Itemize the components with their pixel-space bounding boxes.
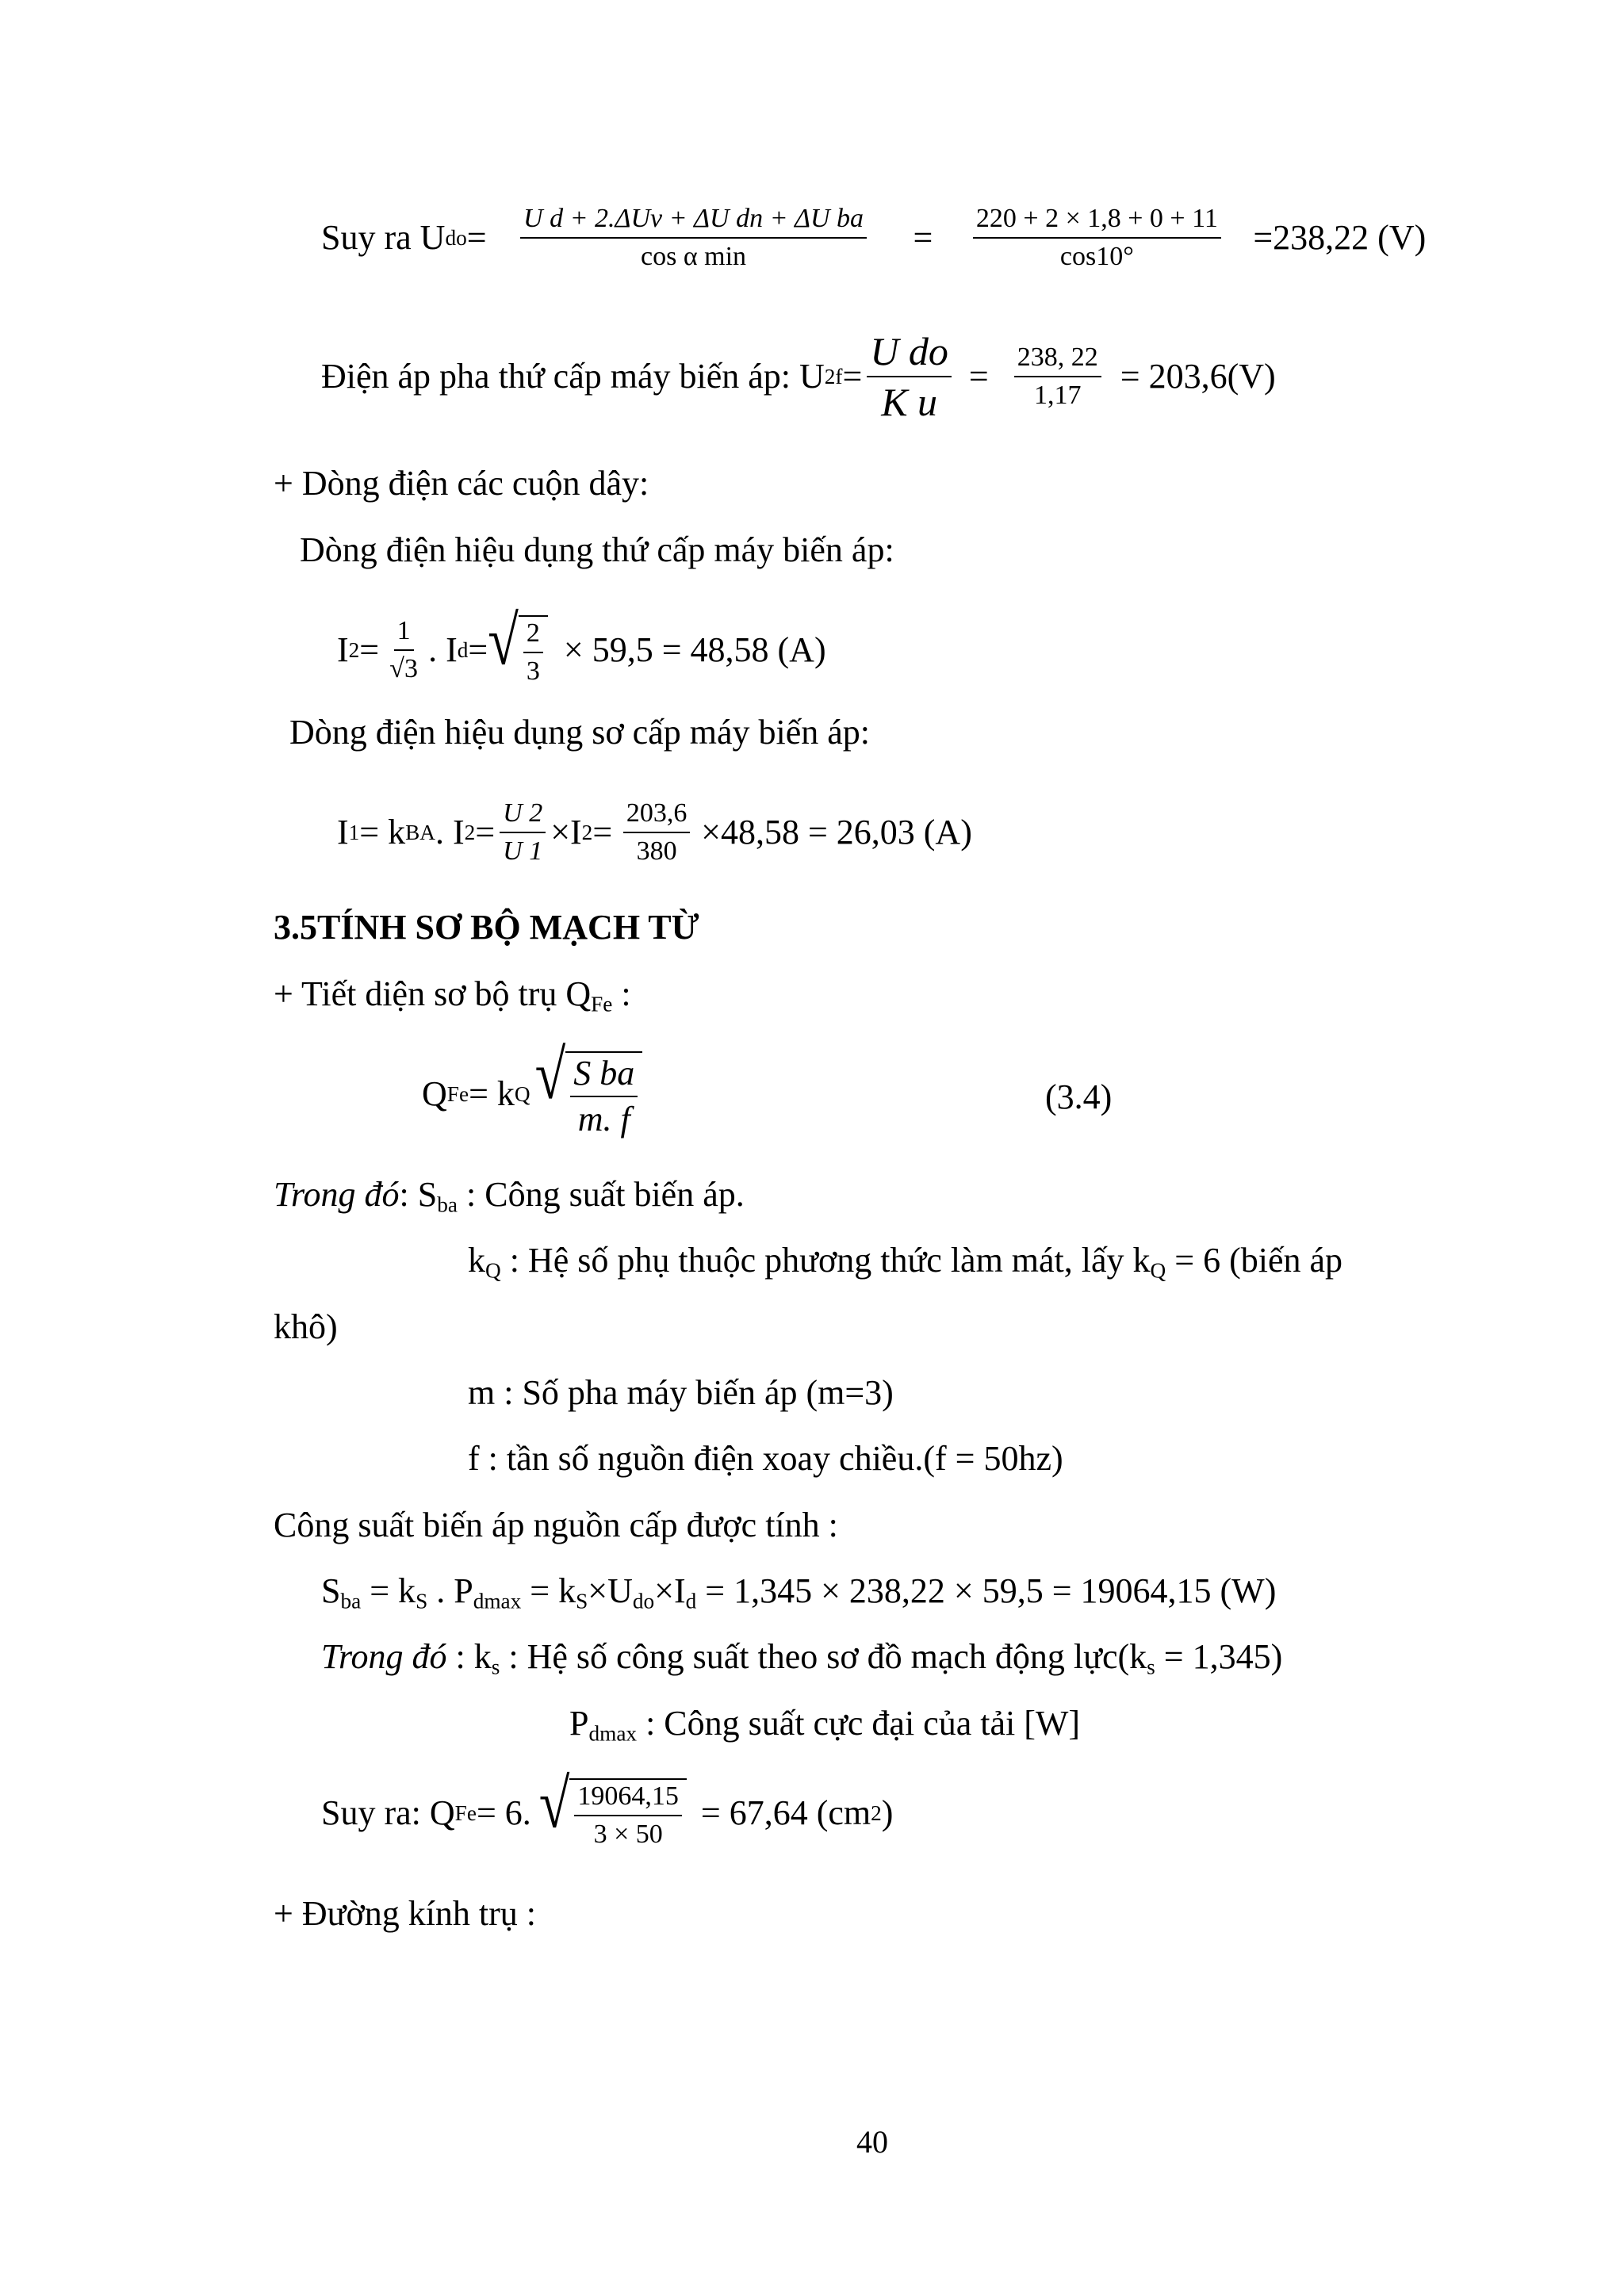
- kq-sub2: Q: [1150, 1258, 1166, 1283]
- i2-eq2: =: [468, 630, 488, 669]
- qfe-sqrt: [534, 1036, 643, 1138]
- power-caption: Công suất biến áp nguồn cấp được tính :: [274, 1506, 838, 1544]
- page-number: 40: [856, 2124, 888, 2160]
- u2f-denominator-values: 1,17: [1034, 381, 1082, 410]
- qfe-lhs: Q: [422, 1074, 447, 1113]
- section-heading: 3.5TÍNH SƠ BỘ MẠCH TỪ: [274, 908, 699, 947]
- equation-udo: Suy ra U do = $\frac{\text{U d + 2.ΔUv + ΔU dn + ΔU ba}}{\text{cos α min}}$ = $\frac{220 + 2 \times 1,8 + 0 + 11}{\cos 10^\circ}$ =238,22 (V): [321, 204, 1427, 271]
- i2-root-numerator: 2: [523, 620, 543, 653]
- qfe-result-mid: = 6.: [476, 1793, 531, 1832]
- i1-i2: . I: [435, 813, 465, 851]
- qfe-result-value: = 67,64 (cm: [700, 1793, 871, 1832]
- sba-f-sub: d: [685, 1589, 697, 1613]
- i1-denominator-values: 380: [636, 836, 677, 866]
- pdmax-sub: dmax: [588, 1721, 638, 1746]
- i1-numerator: U 2: [500, 800, 546, 833]
- primary-current-caption: Dòng điện hiệu dụng sơ cấp máy biến áp:: [289, 713, 870, 752]
- i2-fraction: [384, 618, 423, 683]
- equation-i1: I 1 = k BA . I 2 = $\frac{U 2}{U 1}$ ×I 2 = $\frac{203,6}{380}$ ×48,58 = 26,03 (A): [337, 798, 972, 866]
- qfe-fraction: [570, 1056, 638, 1137]
- udo-numerator: U d + 2.ΔUv + ΔU dn + ΔU ba: [520, 205, 867, 239]
- sba-c: . P: [427, 1571, 473, 1610]
- where-m: m : Số pha máy biến áp (m=3): [468, 1373, 894, 1412]
- i2-result: × 59,5 = 48,58 (A): [563, 630, 826, 669]
- qfe-sqrt-content: [565, 1051, 642, 1137]
- u2f-numerator: U do: [867, 331, 952, 377]
- where-sba-tail: : Công suất biến áp.: [458, 1175, 745, 1214]
- sba-c-sub: dmax: [473, 1589, 522, 1613]
- sba-a-sub: ba: [340, 1589, 362, 1613]
- sba-b: = k: [361, 1571, 416, 1610]
- sqrt-symbol: √: [534, 1036, 566, 1114]
- i2-denominator: √3: [389, 654, 418, 683]
- udo-denominator-values: cos10°: [1059, 242, 1134, 271]
- qfe-result-close: ): [881, 1793, 894, 1832]
- i1-denominator: U 1: [503, 836, 543, 866]
- ks-sub2: s: [1147, 1655, 1155, 1679]
- equation-qfe: Q Fe = k Q √ $\frac{\text{S ba}}{m. f}$: [422, 1043, 642, 1146]
- pdmax-tail: : Công suất cực đại của tải [W]: [637, 1704, 1081, 1743]
- kq-tail: : Hệ số phụ thuộc phương thức làm mát, lấy k: [500, 1241, 1151, 1280]
- kq-sub: Q: [485, 1258, 501, 1283]
- i1-fraction: [500, 800, 546, 865]
- i2-sqrt-content: [519, 615, 548, 685]
- u2f-denominator: K u: [881, 380, 938, 424]
- qfe-result-sqrt-content: [569, 1778, 687, 1848]
- where-sba-sub: ba: [437, 1192, 458, 1217]
- udo-eq2: =: [913, 218, 933, 257]
- i2-root-denominator: 3: [526, 656, 540, 686]
- i1-lhs: I: [337, 813, 349, 851]
- sba-a: S: [321, 1571, 341, 1610]
- ks-tail2: = 1,345): [1155, 1637, 1283, 1676]
- pdmax-text: P: [569, 1704, 589, 1743]
- i2-numerator: 1: [394, 618, 414, 651]
- ks-tail: : Hệ số công suất theo sơ đồ mạch động lực(k: [500, 1637, 1147, 1676]
- equation-qfe-result: Suy ra: Q Fe = 6. √ $\frac{19064,15}{3 \times 50}$ = 67,64 (cm 2 ): [321, 1762, 893, 1865]
- udo-result: =238,22 (V): [1253, 218, 1427, 257]
- bullet-core-diameter: + Đường kính trụ :: [274, 1894, 537, 1933]
- equation-sba: [321, 1571, 1277, 1613]
- u2f-fraction: [867, 331, 952, 422]
- ks-text: : k: [446, 1637, 492, 1676]
- equation-u2f: Điện áp pha thứ cấp máy biến áp: U 2f = $\frac{\text{U do}}{\text{K u}}$ = $\frac{238, 22}{1,17}$ = 203,6(V): [321, 329, 1276, 424]
- u2f-result: = 203,6(V): [1120, 357, 1276, 396]
- i2-root-fraction: [523, 620, 543, 685]
- equation-i2: I 2 = $\frac{1}{√3}$ . I d = √ $\frac{2}{3}$ × 59,5 = 48,58 (A): [337, 603, 826, 698]
- qfe-kq: = k: [469, 1074, 515, 1113]
- secondary-current-caption: Dòng điện hiệu dụng thứ cấp máy biến áp:: [300, 530, 894, 569]
- qfe-result-sqrt: [538, 1766, 687, 1849]
- where-ks: [321, 1637, 1283, 1679]
- core-section-caption: [274, 974, 631, 1016]
- where-kq: [468, 1241, 1342, 1283]
- u2f-eq2: =: [968, 357, 989, 396]
- bullet-currents: + Dòng điện các cuộn dây:: [274, 464, 649, 503]
- core-section-tail: :: [612, 974, 631, 1013]
- i1-times: ×I: [550, 813, 582, 851]
- i2-eq: =: [359, 630, 380, 669]
- i1-eq: =: [475, 813, 496, 851]
- i1-fraction-values: [617, 800, 696, 865]
- sba-d-sub: S: [576, 1589, 588, 1613]
- core-section-sub: Fe: [591, 992, 613, 1016]
- ks-sub: s: [491, 1655, 500, 1679]
- udo-fraction: [492, 205, 896, 270]
- udo-eq: =: [466, 218, 487, 257]
- equation-ref-3-4: (3.4): [1045, 1077, 1113, 1116]
- i2-sqrt: [488, 603, 548, 686]
- where-pdmax: [569, 1704, 1081, 1746]
- udo-fraction-values: [950, 205, 1243, 270]
- u2f-numerator-values: 238, 22: [1014, 344, 1101, 377]
- qfe-result-numerator: 19064,15: [574, 1783, 682, 1816]
- sba-f: ×I: [654, 1571, 686, 1610]
- udo-denominator: cos α min: [641, 242, 747, 271]
- kq-tail2: = 6 (biến áp: [1166, 1241, 1342, 1280]
- kq-text: k: [468, 1241, 485, 1280]
- where-f: f : tần số nguồn điện xoay chiều.(f = 50hz): [468, 1439, 1063, 1478]
- where-label-2: Trong đó: [321, 1637, 447, 1676]
- i1-kba: = k: [359, 813, 406, 851]
- qfe-denominator: m. f: [577, 1100, 630, 1138]
- where-kq-continued: khô): [274, 1307, 338, 1346]
- i1-result: ×48,58 = 26,03 (A): [701, 813, 972, 851]
- i2-mid: . I: [428, 630, 458, 669]
- sba-e-sub: do: [632, 1589, 655, 1613]
- u2f-fraction-values: [1006, 344, 1109, 409]
- qfe-numerator: S ba: [570, 1056, 638, 1097]
- i1-numerator-values: 203,6: [623, 800, 691, 833]
- sqrt-symbol: √: [538, 1766, 570, 1843]
- qfe-result-text: Suy ra: Q: [321, 1793, 455, 1832]
- qfe-result-denominator: 3 × 50: [593, 1820, 663, 1849]
- sba-b-sub: S: [416, 1589, 428, 1613]
- qfe-result-fraction: [574, 1783, 682, 1848]
- sqrt-symbol: √: [488, 603, 519, 680]
- i1-eq2: =: [592, 813, 613, 851]
- i2-lhs: I: [337, 630, 349, 669]
- udo-prefix: Suy ra U: [321, 218, 446, 257]
- core-section-text: + Tiết diện sơ bộ trụ Q: [274, 974, 592, 1013]
- sba-e: ×U: [588, 1571, 633, 1610]
- where-sba-text: : S: [399, 1175, 438, 1214]
- where-sba: [274, 1175, 745, 1217]
- u2f-eq: =: [842, 357, 863, 396]
- sba-g: = 1,345 × 238,22 × 59,5 = 19064,15 (W): [696, 1571, 1277, 1610]
- sba-d: = k: [521, 1571, 576, 1610]
- udo-numerator-values: 220 + 2 × 1,8 + 0 + 11: [973, 205, 1221, 239]
- u2f-prefix: Điện áp pha thứ cấp máy biến áp: U: [321, 357, 825, 396]
- where-label: Trong đó: [274, 1175, 400, 1214]
